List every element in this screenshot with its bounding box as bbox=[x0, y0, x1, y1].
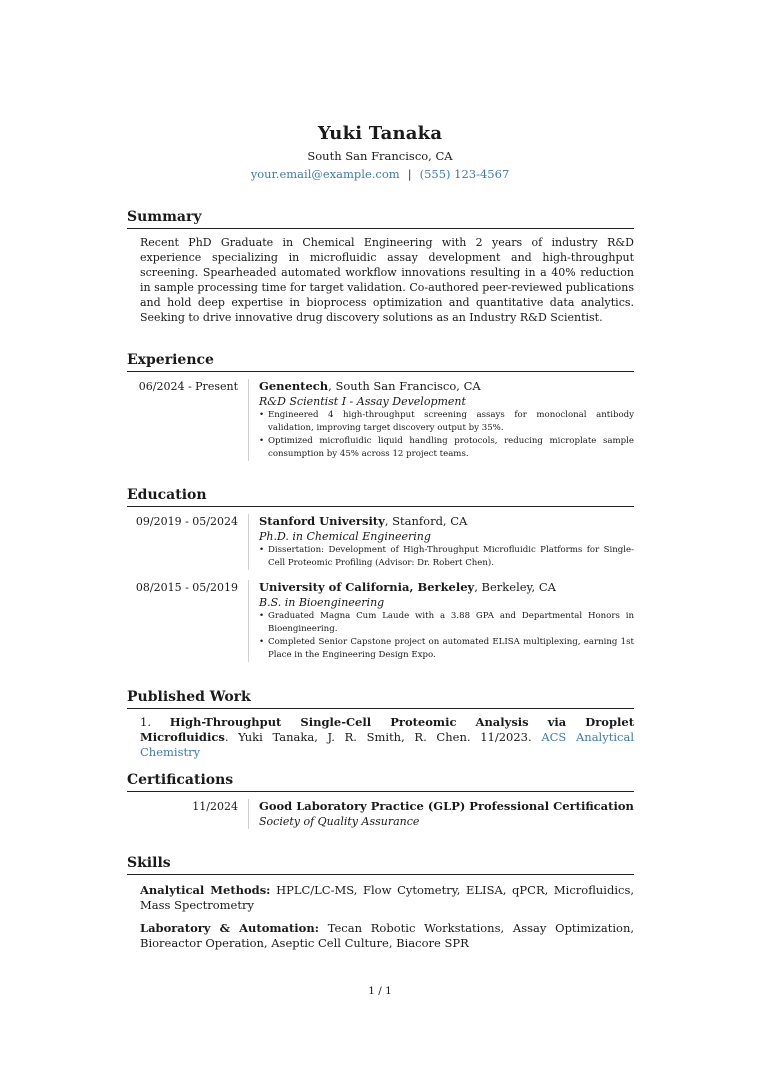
entry-org: Stanford University bbox=[259, 514, 385, 528]
skill-value: HPLC/LC-MS, Flow Cytometry, ELISA, qPCR, Microfluidics, Mass Spectrometry bbox=[140, 883, 634, 912]
entry-role: Ph.D. in Chemical Engineering bbox=[259, 530, 431, 543]
entry-place: , South San Francisco, CA bbox=[328, 379, 481, 393]
entry-role: R&D Scientist I - Assay Development bbox=[259, 395, 466, 408]
education-entry bbox=[127, 514, 634, 570]
entry-bullets bbox=[259, 544, 634, 570]
published-section bbox=[127, 688, 634, 760]
experience-entry bbox=[127, 379, 634, 461]
skills-heading: Skills bbox=[127, 854, 634, 875]
entry-date: 08/2015 - 05/2019 bbox=[135, 581, 238, 594]
certifications-heading: Certifications bbox=[127, 771, 634, 792]
education-entry bbox=[127, 580, 634, 662]
entry-content bbox=[248, 379, 634, 461]
phone-link[interactable]: (555) 123-4567 bbox=[419, 167, 510, 181]
certification-name-text: Good Laboratory Practice (GLP) Professional Certification bbox=[259, 799, 634, 813]
resume-header bbox=[0, 122, 760, 182]
entry-bullets bbox=[259, 409, 634, 461]
skill-group bbox=[140, 921, 634, 951]
entry-org: University of California, Berkeley bbox=[259, 580, 475, 594]
entry-bullets bbox=[259, 610, 634, 662]
entry-date: 11/2024 bbox=[192, 800, 238, 813]
contact-separator: | bbox=[407, 167, 412, 181]
summary-heading: Summary bbox=[127, 208, 634, 229]
certification-name bbox=[259, 799, 634, 814]
education-heading: Education bbox=[127, 486, 634, 507]
bullet-item: • Completed Senior Capstone project on automated ELISA multiplexing, earning 1st Place in the Engineering Design Expo. bbox=[259, 636, 634, 662]
skill-label: Laboratory & Automation: bbox=[140, 921, 319, 935]
skill-label: Analytical Methods: bbox=[140, 883, 271, 897]
publication-title: High-Throughput Single-Cell Proteomic Analysis via Droplet Microfluidics bbox=[140, 715, 635, 744]
page-number: 1 / 1 bbox=[368, 985, 392, 997]
published-heading: Published Work bbox=[127, 688, 634, 709]
certification-entry bbox=[127, 799, 634, 829]
certifications-section bbox=[127, 771, 634, 829]
publication-link[interactable]: ACS Analytical Chemistry bbox=[140, 730, 634, 759]
publication-number: 1. bbox=[140, 715, 151, 729]
bullet-item: • Dissertation: Development of High-Throughput Microfluidic Platforms for Single-Cell Proteomic Profiling (Advisor: Dr. Robert Chen). bbox=[259, 544, 634, 570]
candidate-location: South San Francisco, CA bbox=[307, 149, 453, 163]
entry-date: 09/2019 - 05/2024 bbox=[135, 515, 238, 528]
contact-line bbox=[0, 166, 760, 182]
entry-content bbox=[248, 580, 634, 662]
candidate-name: Yuki Tanaka bbox=[317, 123, 443, 144]
bullet-item: • Graduated Magna Cum Laude with a 3.88 GPA and Departmental Honors in Bioengineering. bbox=[259, 610, 634, 636]
entry-org-line bbox=[259, 514, 634, 529]
bullet-item: • Engineered 4 high-throughput screening assays for monoclonal antibody validation, improving target discovery output by 35%. bbox=[259, 409, 634, 435]
entry-date: 06/2024 - Present bbox=[138, 380, 238, 393]
certification-issuer: Society of Quality Assurance bbox=[259, 815, 420, 828]
entry-org-line bbox=[259, 580, 634, 595]
entry-org-line bbox=[259, 379, 634, 394]
entry-role: B.S. in Bioengineering bbox=[259, 596, 385, 609]
entry-place: , Stanford, CA bbox=[384, 514, 468, 528]
publication-details: . Yuki Tanaka, J. R. Smith, R. Chen. 11/2023. bbox=[224, 730, 542, 744]
summary-text: Recent PhD Graduate in Chemical Engineering with 2 years of industry R&D experience specializing in microfluidic assay development and high-throughput screening. Spearheaded automated workflow innovations resulting in a 40% reduction in sample processing time for target validation. Co-authored peer-reviewed publications and hold deep expertise in bioprocess optimization and quantitative data analytics. Seeking to drive innovative drug discovery solutions as an Industry R&D Scientist. bbox=[140, 236, 634, 324]
skill-value: Tecan Robotic Workstations, Assay Optimization, Bioreactor Operation, Aseptic Cell Culture, Biacore SPR bbox=[140, 921, 635, 950]
entry-place: , Berkeley, CA bbox=[474, 580, 556, 594]
bullet-item: • Optimized microfluidic liquid handling protocols, reducing microplate sample consumption by 45% across 12 project teams. bbox=[259, 435, 634, 461]
publication-item bbox=[140, 715, 634, 760]
experience-heading: Experience bbox=[127, 351, 634, 372]
entry-org: Genentech bbox=[259, 379, 329, 393]
entry-content bbox=[248, 514, 634, 570]
summary-section bbox=[127, 208, 634, 325]
experience-section bbox=[127, 351, 634, 461]
skill-group bbox=[140, 883, 634, 913]
skills-section bbox=[127, 854, 634, 951]
entry-content bbox=[248, 799, 634, 829]
email-link[interactable]: your.email@example.com bbox=[250, 167, 400, 181]
education-section bbox=[127, 486, 634, 662]
